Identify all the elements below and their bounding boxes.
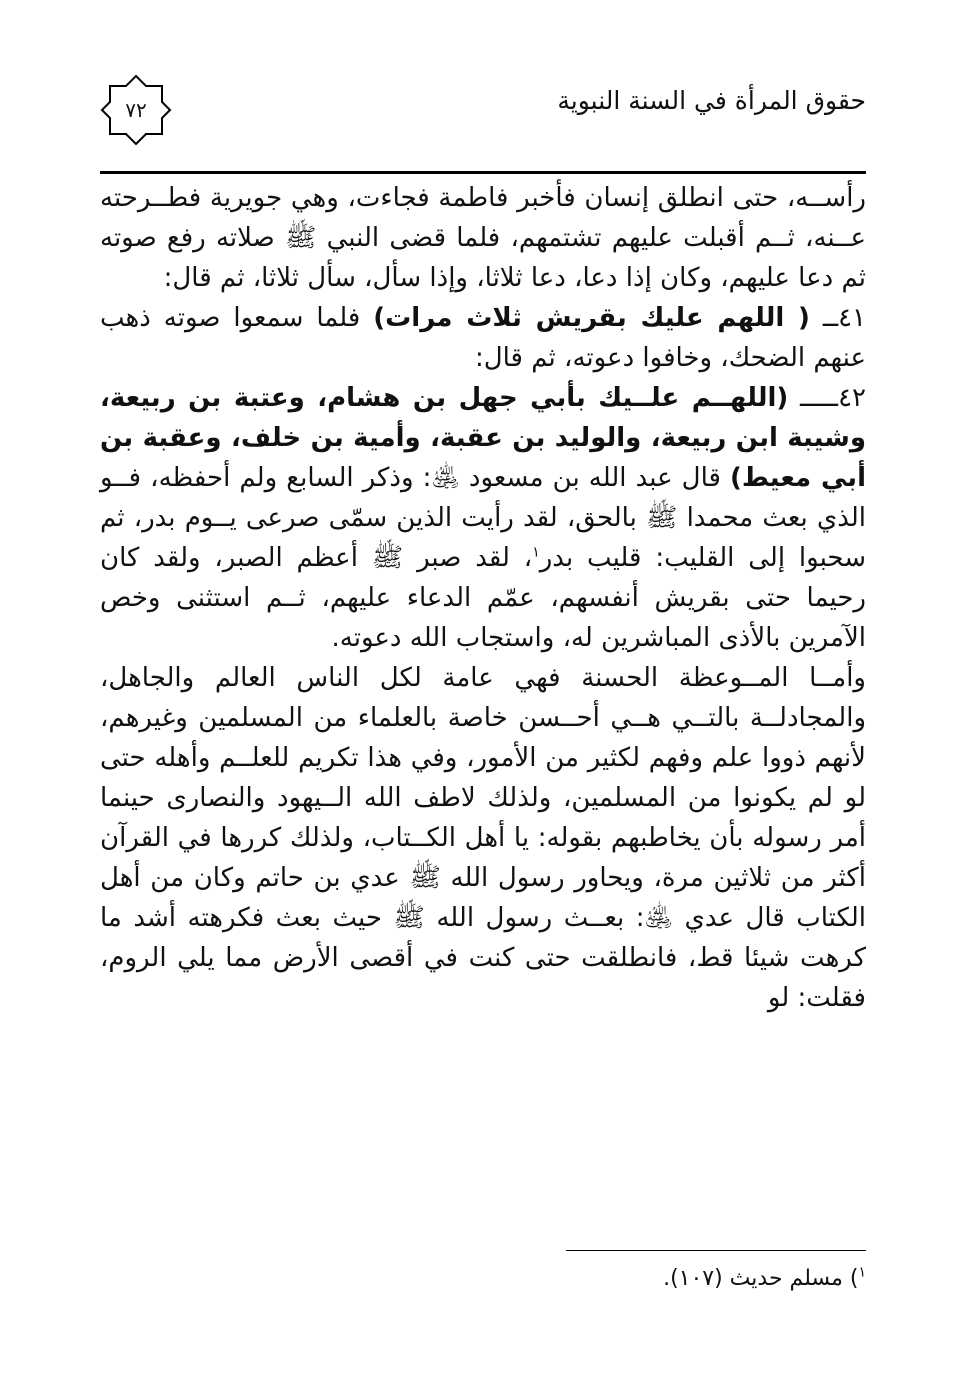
paragraph-3-rest-a: قال عبد الله بن مسعود ﵁: وذكر السابع ولم أحفظه، فــو الذي بعث محمدا ﷺ بالحق، لقد رأيت الذين سمّى صرعى يــوم بدر، ثم سحبوا إلى القليب: قليب بدر <box>100 463 866 573</box>
hadith-text-41: ( اللهم عليك بقريش ثلاث مرات) <box>373 303 810 333</box>
paragraph-3 <box>100 378 866 658</box>
footnote-divider <box>566 1250 866 1251</box>
footnote <box>663 1266 866 1291</box>
header-divider <box>100 171 866 174</box>
hadith-text-42: (اللهــم علــيك بأبي جهل بن هشام، وعتبة بن ربيعة، وشيبة ابن ربيعة، والوليد بن عقبة، وأمية بن خلف، وعقبة بن أبي معيط) <box>100 383 866 493</box>
footnote-text: ) مسلم حديث (١٠٧). <box>663 1266 859 1291</box>
paragraph-1: رأســه، حتى انطلق إنسان فأخبر فاطمة فجاءت، وهي جويرية فطــرحته عــنه، ثــم أقبلت عليهم تشتمهم، فلما قضى النبي ﷺ صلاته رفع صوته ثم دعا عليهم، وكان إذا دعا، دعا ثلاثا، وإذا سأل، سأل ثلاثا، ثم قال: <box>100 183 866 293</box>
paragraph-4: وأمــا المــوعظة الحسنة فهي عامة لكل الناس العالم والجاهل، والمجادلــة بالتــي هــي أحــسن خاصة بالعلماء من المسلمين وغيرهم، لأنهم ذووا علم وفهم لكثير من الأمور، وفي هذا تكريم للعلــم وأهله حتى لو لم يكونوا من المسلمين، ولذلك لاطف الله الــيهود والنصارى حينما أمر رسوله بأن يخاطبهم بقوله: يا أهل الكــتاب، ولذلك كررها في القرآن أكثر من ثلاثين مرة، ويحاور رسول الله ﷺ عدي بن حاتم وكان من أهل الكتاب قال عدي ﵁: بعــث رسول الله ﷺ حيث بعث فكرهته أشد ما كرهت شيئا قط، فانطلقت حتى كنت في أقصى الأرض مما يلي الروم، فقلت: لو <box>100 663 866 1013</box>
paragraph-2 <box>100 298 866 378</box>
hadith-number-42: ٤٢ـــــ <box>788 383 866 413</box>
page-number-badge <box>100 74 172 146</box>
main-text <box>100 178 866 1018</box>
paragraph-3-rest-b: ، لقد صبر ﷺ أعظم الصبر، ولقد كان رحيما حتى بقريش أنفسهم، عمّم الدعاء عليهم، ثــم استثنى وخص الآمرين بالأذى المباشرين له، واستجاب الله دعوته. <box>100 543 866 653</box>
footnote-marker[interactable]: ١ <box>532 544 540 561</box>
running-header-title: حقوق المرأة في السنة النبوية <box>557 86 866 115</box>
footnote-number: ١ <box>858 1264 866 1281</box>
paragraph-2-rest: فلما سمعوا صوته ذهب عنهم الضحك، وخافوا دعوته، ثم قال: <box>100 303 866 373</box>
page-number: ٧٢ <box>125 98 147 122</box>
hadith-number-41: ٤١ــ <box>809 303 866 333</box>
